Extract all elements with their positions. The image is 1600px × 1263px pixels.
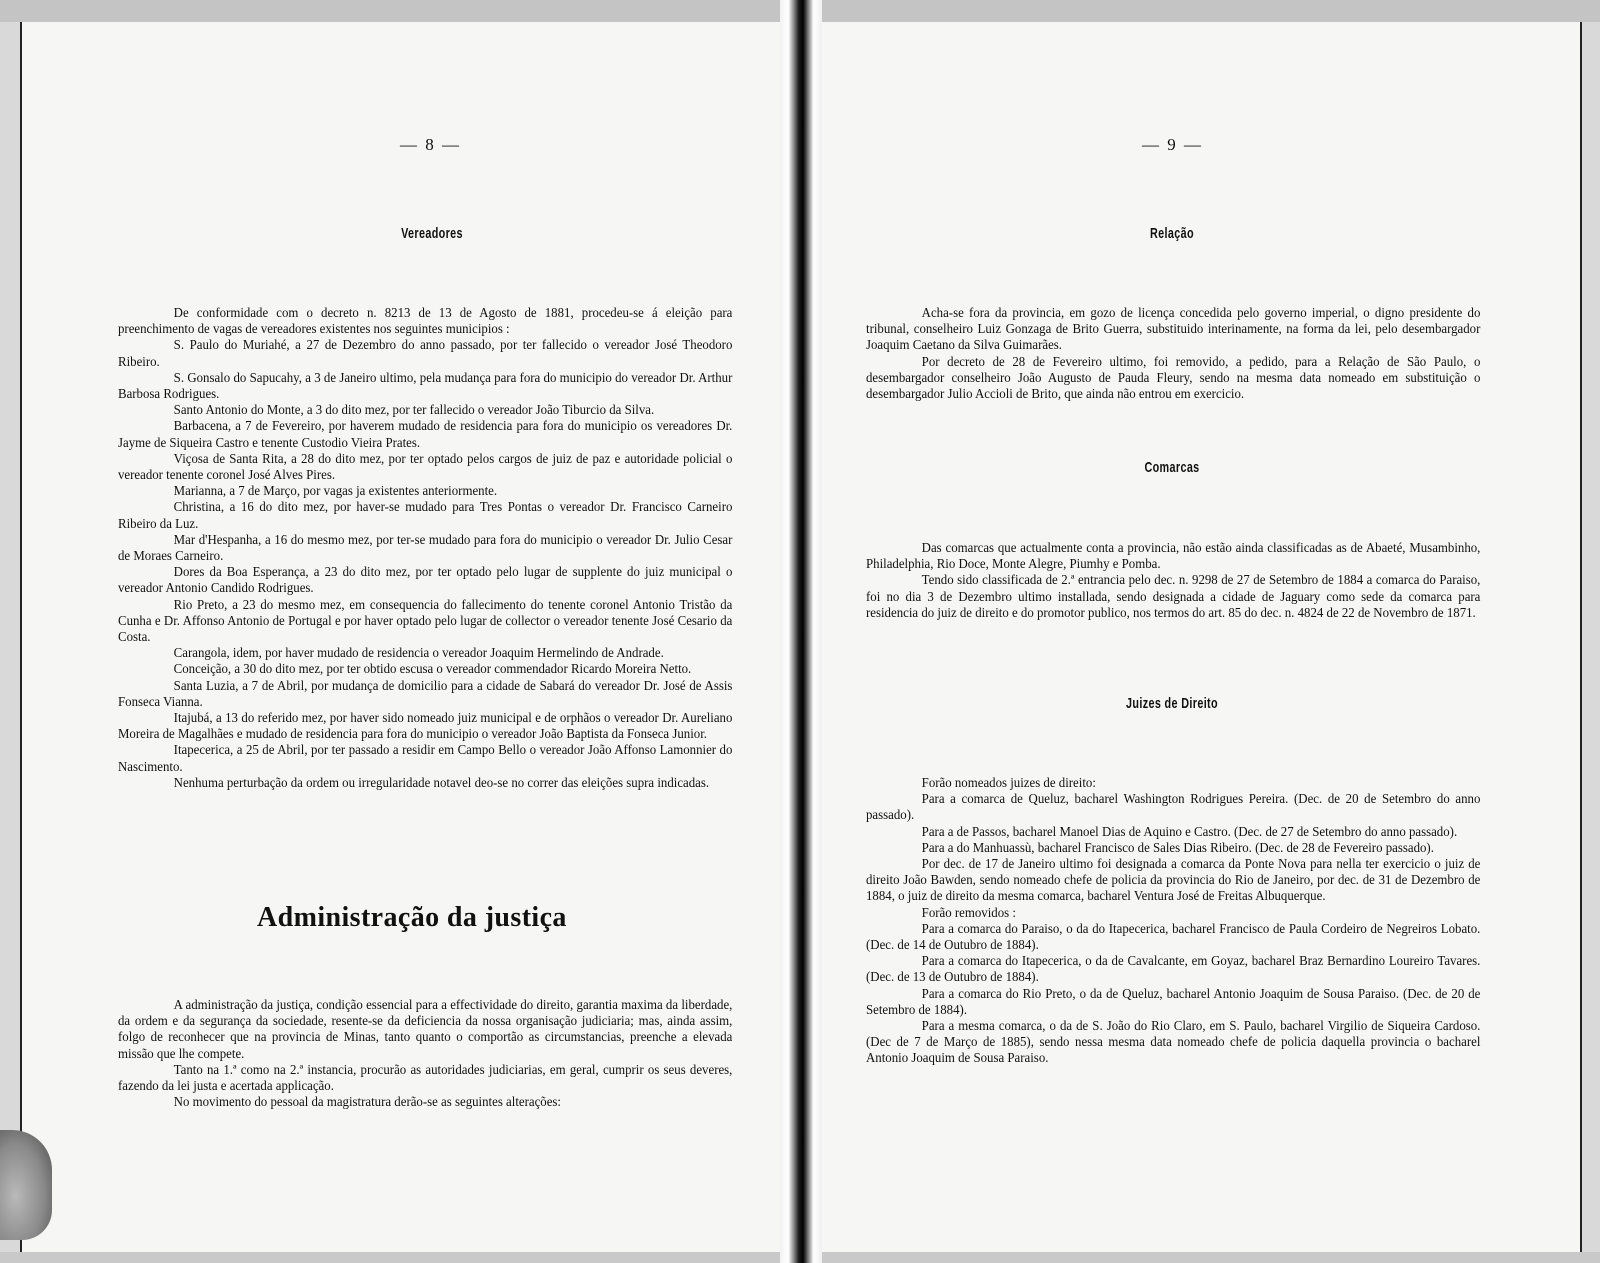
juizes-paragraph: Para a de Passos, bacharel Manoel Dias de Aquino e Castro. (Dec. de 27 de Setembro do anno passado). bbox=[921, 823, 1458, 839]
vereadores-paragraph: Marianna, a 7 de Março, por vagas ja existentes anteriormente. bbox=[173, 483, 498, 499]
juizes-section bbox=[866, 775, 1480, 1067]
vereadores-paragraph: Santo Antonio do Monte, a 3 do dito mez, por ter fallecido o vereador João Tiburcio da Silva. bbox=[173, 402, 655, 418]
juizes-paragraph: Para a do Manhuassù, bacharel Francisco de Sales Dias Ribeiro. (Dec. de 28 de Fevereiro passado). bbox=[921, 839, 1434, 855]
vereadores-paragraph: Mar d'Hespanha, a 16 do mesmo mez, por ter-se mudado para fora do municipio o vereador Dr. Julio Cesar de Moraes Carneiro. bbox=[118, 531, 733, 564]
left-page bbox=[20, 22, 780, 1252]
administracao-paragraph: Tanto na 1.ª como na 2.ª instancia, procurão as autoridades judiciarias, em geral, cumprir os seus deveres, fazendo da lei justa e acertada applicação. bbox=[118, 1061, 733, 1094]
right-page-number: — 9 — bbox=[1142, 135, 1203, 154]
juizes-paragraph: Por dec. de 17 de Janeiro ultimo foi designada a comarca da Ponte Nova para nella ter exercicio o juiz de direito João Bawden, sendo nomeado chefe de policia da provincia do Rio de Janeiro, por dec. de 31 de Dezembro de 1884, o juiz de direito da mesma comarca, bacharel Ventura José de Freitas Albuquerque. bbox=[866, 856, 1481, 904]
scanner-thumb bbox=[0, 1130, 52, 1240]
vereadores-paragraph: Viçosa de Santa Rita, a 28 do dito mez, por ter optado pelos cargos de juiz de paz e autoridade policial o vereador tenente coronel José Alves Pires. bbox=[118, 450, 733, 483]
comarcas-paragraph: Das comarcas que actualmente conta a provincia, não estão ainda classificadas as de Abaeté, Musambinho, Philadelphia, Rio Doce, Monte Alegre, Piumhy e Pomba. bbox=[866, 540, 1481, 572]
administracao-paragraph: No movimento do pessoal da magistratura derão-se as seguintes alterações: bbox=[173, 1094, 561, 1110]
vereadores-paragraph: S. Gonsalo do Sapucahy, a 3 de Janeiro ultimo, pela mudança para fora do municipio do vereador Dr. Arthur Barbosa Rodrigues. bbox=[118, 369, 733, 402]
vereadores-paragraph: Nenhuma perturbação da ordem ou irregularidade notavel deo-se no correr das eleições supra indicadas. bbox=[173, 774, 710, 790]
vereadores-paragraph: Barbacena, a 7 de Fevereiro, por haverem mudado de residencia para fora do municipio os vereadores Dr. Jayme de Siqueira Castro e tenente Custodio Vieira Prates. bbox=[118, 418, 733, 450]
relacao-heading: Relação bbox=[1150, 225, 1194, 242]
juizes-paragraph: Forão removidos : bbox=[921, 904, 1016, 920]
comarcas-paragraph: Tendo sido classificada de 2.ª entrancia pelo dec. n. 9298 de 27 de Setembro de 1884 a comarca do Paraiso, foi no dia 3 de Dezembro ultimo installada, sendo designada a cidade de Jaguary como sede da comarca para residencia do juiz de direito e do promotor publico, nos termos do art. 85 do dec. n. 4824 de 22 de Novembro de 1871. bbox=[866, 572, 1481, 620]
vereadores-paragraph: Carangola, idem, por haver mudado de residencia o vereador Joaquim Hermelindo de Andrade. bbox=[173, 645, 664, 661]
vereadores-paragraph: Conceição, a 30 do dito mez, por ter obtido escusa o vereador commendador Ricardo Moreira Netto. bbox=[173, 661, 692, 677]
administracao-heading: Administração da justiça bbox=[257, 902, 567, 933]
right-page bbox=[822, 22, 1582, 1252]
comarcas-heading: Comarcas bbox=[1144, 459, 1200, 476]
vereadores-paragraph: S. Paulo do Muriahé, a 27 de Dezembro do anno passado, por ter fallecido o vereador José Theodoro Ribeiro. bbox=[118, 337, 733, 369]
vereadores-paragraph: Itapecerica, a 25 de Abril, por ter passado a residir em Campo Bello o vereador João Affonso Lamonnier do Nascimento. bbox=[118, 742, 733, 774]
juizes-paragraph: Para a comarca do Rio Preto, o da de Queluz, bacharel Antonio Joaquim de Sousa Paraiso. (Dec. de 20 de Setembro de 1884). bbox=[866, 985, 1481, 1017]
juizes-paragraph: Para a comarca de Queluz, bacharel Washington Rodrigues Pereira. (Dec. de 20 de Setembro do anno passado). bbox=[866, 791, 1481, 823]
administracao-section bbox=[118, 997, 732, 1110]
vereadores-paragraph: De conformidade com o decreto n. 8213 de 13 de Agosto de 1881, procedeu-se á eleição para preenchimento de vagas de vereadores existentes nos seguintes municipios : bbox=[118, 305, 733, 337]
juizes-heading: Juizes de Direito bbox=[1126, 695, 1218, 712]
juizes-paragraph: Forão nomeados juizes de direito: bbox=[921, 775, 1096, 790]
vereadores-paragraph: Rio Preto, a 23 do mesmo mez, em consequencia do fallecimento do tenente coronel Antonio Tristão da Cunha e Dr. Affonso Antonio de Portugal e por haver optado pelo lugar de collector o vereador tenente José Cesario da Costa. bbox=[118, 596, 733, 645]
relacao-paragraph: Por decreto de 28 de Fevereiro ultimo, foi removido, a pedido, para a Relação de São Paulo, o desembargador conselheiro João Augusto de Pauda Fleury, sendo na mesma data nomeado em substituição o desembargador Julio Accioli de Brito, que ainda não entrou em exercicio. bbox=[866, 353, 1481, 402]
relacao-section bbox=[866, 305, 1480, 402]
relacao-paragraph: Acha-se fora da provincia, em gozo de licença concedida pelo governo imperial, o digno presidente do tribunal, conselheiro Luiz Gonzaga de Brito Guerra, substituido interinamente, na forma da lei, pelo desembargador Joaquim Caetano da Silva Guimarães. bbox=[866, 305, 1481, 353]
vereadores-heading: Vereadores bbox=[401, 225, 463, 242]
administracao-paragraph: A administração da justiça, condição essencial para a effectividade do direito, garantia maxima da liberdade, da ordem e da segurança da sociedade, resente-se da deficiencia da nossa organisação judiciaria; mas, ainda assim, folgo de reconhecer que na provincia de Minas, tanto quanto o comportão as circumstancias, preenche a elevada missão que lhe compete. bbox=[118, 997, 733, 1061]
juizes-paragraph: Para a mesma comarca, o da de S. João do Rio Claro, em S. Paulo, bacharel Virgilio de Siqueira Cardoso. (Dec de 7 de Março de 1885), sendo nessa mesma data nomeado chefe de policia daquella provincia o bacharel Antonio Joaquim de Sousa Paraiso. bbox=[866, 1018, 1481, 1066]
comarcas-section bbox=[866, 540, 1480, 621]
vereadores-paragraph: Santa Luzia, a 7 de Abril, por mudança de domicilio para a cidade de Sabará do vereador Dr. José de Assis Fonseca Vianna. bbox=[118, 677, 733, 709]
vereadores-section bbox=[118, 305, 732, 791]
vereadores-paragraph: Christina, a 16 do dito mez, por haver-se mudado para Tres Pontas o vereador Dr. Francisco Carneiro Ribeiro da Luz. bbox=[118, 499, 733, 531]
book-gutter bbox=[780, 0, 822, 1263]
juizes-paragraph: Para a comarca do Itapecerica, o da de Cavalcante, em Goyaz, bacharel Braz Bernardino Loureiro Tavares. (Dec. de 13 de Outubro de 1884). bbox=[866, 953, 1481, 985]
vereadores-paragraph: Dores da Boa Esperança, a 23 do dito mez, por ter optado pelo lugar de supplente do juiz municipal o vereador Antonio Candido Rodrigues. bbox=[118, 564, 733, 596]
left-page-number: — 8 — bbox=[400, 135, 461, 154]
vereadores-paragraph: Itajubá, a 13 do referido mez, por haver sido nomeado juiz municipal e de orphãos o vereador Dr. Aureliano Moreira de Magalhães e mudado de residencia para fora do municipio o vereador João Baptista da Fonseca Junior. bbox=[118, 710, 733, 742]
juizes-paragraph: Para a comarca do Paraiso, o da do Itapecerica, bacharel Francisco de Paula Cordeiro de Negreiros Lobato. (Dec. de 14 de Outubro de 1884). bbox=[866, 920, 1481, 953]
